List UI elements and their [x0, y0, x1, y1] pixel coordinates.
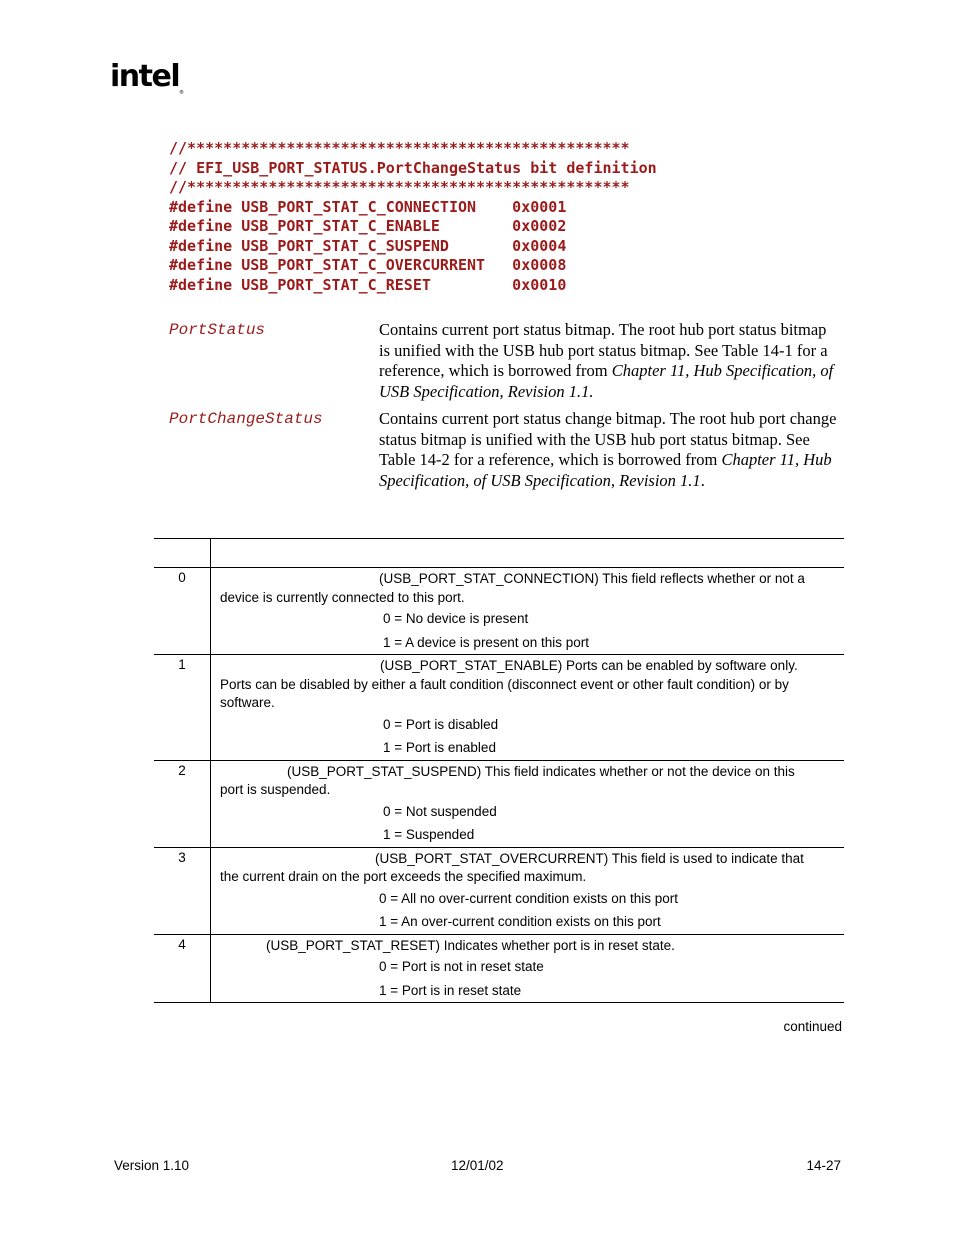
description-cell: (USB_PORT_STAT_SUSPEND) This field indicates whether or not the device on this port is suspended. 0 = Not suspended 1 = Suspended	[211, 760, 845, 847]
code-line: // EFI_USB_PORT_STATUS.PortChangeStatus bit definition	[169, 158, 657, 177]
param-desc-portstatus: Contains current port status bitmap. The root hub port status bitmap is unified with the USB hub port status bitmap. See Table 14-1 for a reference, which is borrowed from Chapter 11, Hub Specification, of USB Specification, Revision 1.1.	[379, 320, 834, 402]
intel-logo	[110, 58, 185, 103]
table-row	[154, 934, 844, 1003]
param-desc-portchangestatus: Contains current port status change bitmap. The root hub port change status bitmap is unified with the USB hub port status bitmap. See Table 14-2 for a reference, which is borrowed from Chapter 11, Hub Specification, of USB Specification, Revision 1.1.	[379, 409, 837, 491]
svg-text:®: ®	[179, 90, 184, 96]
table-row	[154, 847, 844, 934]
table-row	[154, 655, 844, 761]
description-cell: (USB_PORT_STAT_CONNECTION) This field reflects whether or not a device is currently connected to this port. 0 = No device is present 1 = A device is present on this port	[211, 568, 845, 655]
code-line: #define USB_PORT_STAT_C_OVERCURRENT 0x0008	[169, 256, 567, 274]
bit-cell: 4	[154, 934, 211, 1003]
header-cell-bit	[154, 539, 211, 568]
bit-cell: 2	[154, 760, 211, 847]
bit-cell: 3	[154, 847, 211, 934]
code-line: #define USB_PORT_STAT_C_RESET 0x0010	[169, 275, 567, 294]
description-cell: (USB_PORT_STAT_OVERCURRENT) This field is used to indicate that the current drain on the port exceeds the specified maximum. 0 = All no over-current condition exists on this port 1 = An over-current condition exists on this port	[211, 847, 845, 934]
code-line: #define USB_PORT_STAT_C_CONNECTION 0x0001	[169, 197, 567, 216]
svg-text:intel: intel	[110, 59, 180, 94]
code-block	[169, 139, 657, 295]
header-cell-description	[211, 539, 845, 568]
description-cell: (USB_PORT_STAT_ENABLE) Ports can be enabled by software only. Ports can be disabled by either a fault condition (disconnect event or other fault condition) or by software. 0 = Port is disabled 1 = Port is enabled	[211, 655, 845, 761]
code-line: //*************************************************	[169, 139, 630, 157]
code-line: //*************************************************	[169, 178, 630, 196]
bit-cell: 0	[154, 568, 211, 655]
table-header-row	[154, 539, 844, 568]
code-line: #define USB_PORT_STAT_C_ENABLE 0x0002	[169, 217, 567, 235]
footer-version: Version 1.10	[114, 1158, 190, 1173]
code-line: #define USB_PORT_STAT_C_SUSPEND 0x0004	[169, 236, 567, 255]
table-row	[154, 760, 844, 847]
param-name-portstatus: PortStatus	[169, 321, 266, 339]
continued-label: continued	[783, 1019, 842, 1034]
footer-page-number: 14-27	[806, 1158, 841, 1173]
bit-cell: 1	[154, 655, 211, 761]
description-cell: (USB_PORT_STAT_RESET) Indicates whether port is in reset state. 0 = Port is not in reset state 1 = Port is in reset state	[211, 934, 845, 1003]
param-name-portchangestatus: PortChangeStatus	[169, 410, 323, 428]
port-change-status-table	[154, 538, 844, 1003]
table-row	[154, 568, 844, 655]
footer-date: 12/01/02	[451, 1158, 504, 1173]
